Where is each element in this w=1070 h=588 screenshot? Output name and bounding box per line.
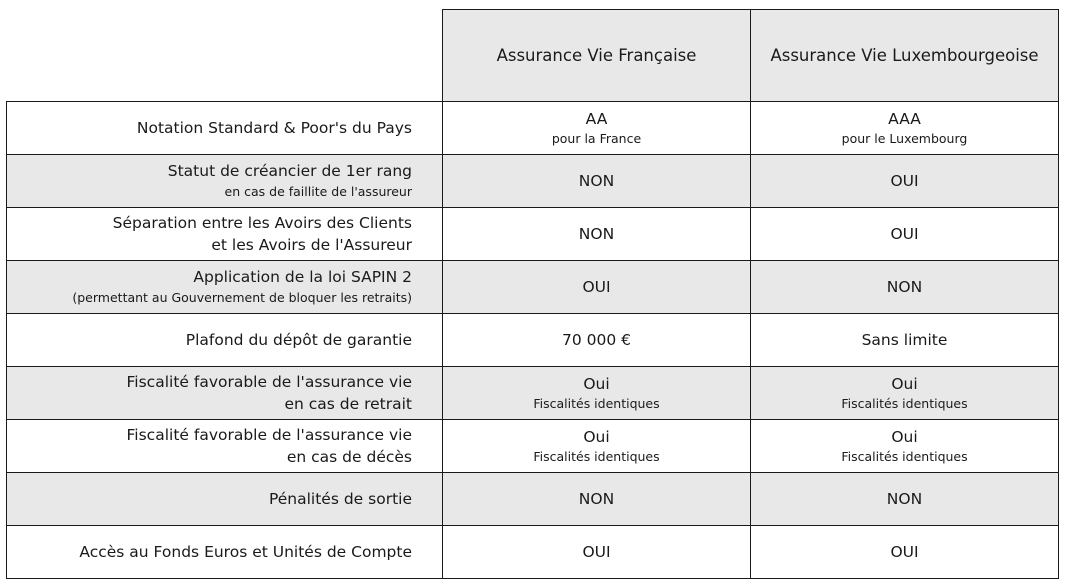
value-note: Fiscalités identiques	[841, 395, 968, 411]
value-main: AA	[585, 109, 608, 128]
table-row	[7, 261, 1059, 314]
value-main: NON	[578, 172, 615, 190]
value-cell-french	[443, 102, 751, 155]
value-cell-luxembourg	[751, 102, 1059, 155]
value-cell-french	[443, 420, 751, 473]
row-label-line: Plafond du dépôt de garantie	[185, 331, 412, 349]
value-cell-luxembourg	[751, 155, 1059, 208]
value-cell-luxembourg	[751, 261, 1059, 314]
value-cell-luxembourg	[751, 367, 1059, 420]
row-label	[7, 208, 443, 261]
comparison-table	[6, 9, 1059, 579]
value-main: 70 000 €	[561, 331, 632, 349]
value-note: pour la France	[551, 130, 642, 146]
row-label-line: en cas de retrait	[284, 395, 412, 413]
value-main: NON	[886, 278, 923, 296]
row-label-line: Fiscalité favorable de l'assurance vie	[126, 426, 412, 444]
table-row	[7, 367, 1059, 420]
value-cell-french	[443, 208, 751, 261]
row-label-line: et les Avoirs de l'Assureur	[211, 236, 412, 254]
value-cell-french	[443, 367, 751, 420]
row-label	[7, 526, 443, 579]
value-cell-luxembourg	[751, 314, 1059, 367]
row-label-line: Notation Standard & Poor's du Pays	[136, 119, 412, 137]
row-label-line: Statut de créancier de 1er rang	[167, 162, 412, 180]
table-row	[7, 155, 1059, 208]
value-cell-french	[443, 261, 751, 314]
value-cell-french	[443, 155, 751, 208]
row-label-line: Fiscalité favorable de l'assurance vie	[126, 373, 412, 391]
row-label	[7, 261, 443, 314]
table-row	[7, 102, 1059, 155]
row-label	[7, 473, 443, 526]
table-body	[7, 102, 1059, 579]
value-main: OUI	[582, 543, 611, 561]
value-main: OUI	[582, 278, 611, 296]
row-label-note: (permettant au Gouvernement de bloquer les retraits)	[72, 290, 412, 305]
value-cell-luxembourg	[751, 526, 1059, 579]
value-main: OUI	[890, 225, 919, 243]
table-row	[7, 420, 1059, 473]
row-label	[7, 314, 443, 367]
row-label-note: en cas de faillite de l'assureur	[224, 184, 412, 199]
value-main: Oui	[891, 427, 918, 446]
row-label-line: Séparation entre les Avoirs des Clients	[112, 214, 412, 232]
column-header-luxembourg: Assurance Vie Luxembourgeoise	[751, 10, 1059, 102]
table-row	[7, 526, 1059, 579]
table-row	[7, 314, 1059, 367]
row-label-line: Application de la loi SAPIN 2	[193, 268, 412, 286]
value-main: Oui	[583, 427, 610, 446]
value-main: NON	[578, 490, 615, 508]
value-cell-french	[443, 314, 751, 367]
column-header-french: Assurance Vie Française	[443, 10, 751, 102]
value-main: Oui	[583, 374, 610, 393]
value-cell-french	[443, 526, 751, 579]
row-label	[7, 102, 443, 155]
value-main: Oui	[891, 374, 918, 393]
row-label-line: Accès au Fonds Euros et Unités de Compte	[79, 543, 412, 561]
row-label-line: en cas de décès	[286, 448, 412, 466]
value-cell-french	[443, 473, 751, 526]
value-cell-luxembourg	[751, 473, 1059, 526]
value-note: Fiscalités identiques	[533, 448, 660, 464]
value-main: OUI	[890, 543, 919, 561]
value-cell-luxembourg	[751, 208, 1059, 261]
row-label-line: Pénalités de sortie	[268, 490, 412, 508]
row-label	[7, 155, 443, 208]
value-note: Fiscalités identiques	[533, 395, 660, 411]
value-main: NON	[578, 225, 615, 243]
value-main: AAA	[888, 109, 921, 128]
row-label	[7, 420, 443, 473]
value-main: Sans limite	[861, 331, 948, 349]
empty-corner-cell	[7, 10, 443, 102]
value-main: OUI	[890, 172, 919, 190]
value-main: NON	[886, 490, 923, 508]
table-row	[7, 473, 1059, 526]
row-label	[7, 367, 443, 420]
table-row	[7, 208, 1059, 261]
value-note: pour le Luxembourg	[841, 130, 968, 146]
value-cell-luxembourg	[751, 420, 1059, 473]
header-row	[7, 10, 1059, 102]
value-note: Fiscalités identiques	[841, 448, 968, 464]
